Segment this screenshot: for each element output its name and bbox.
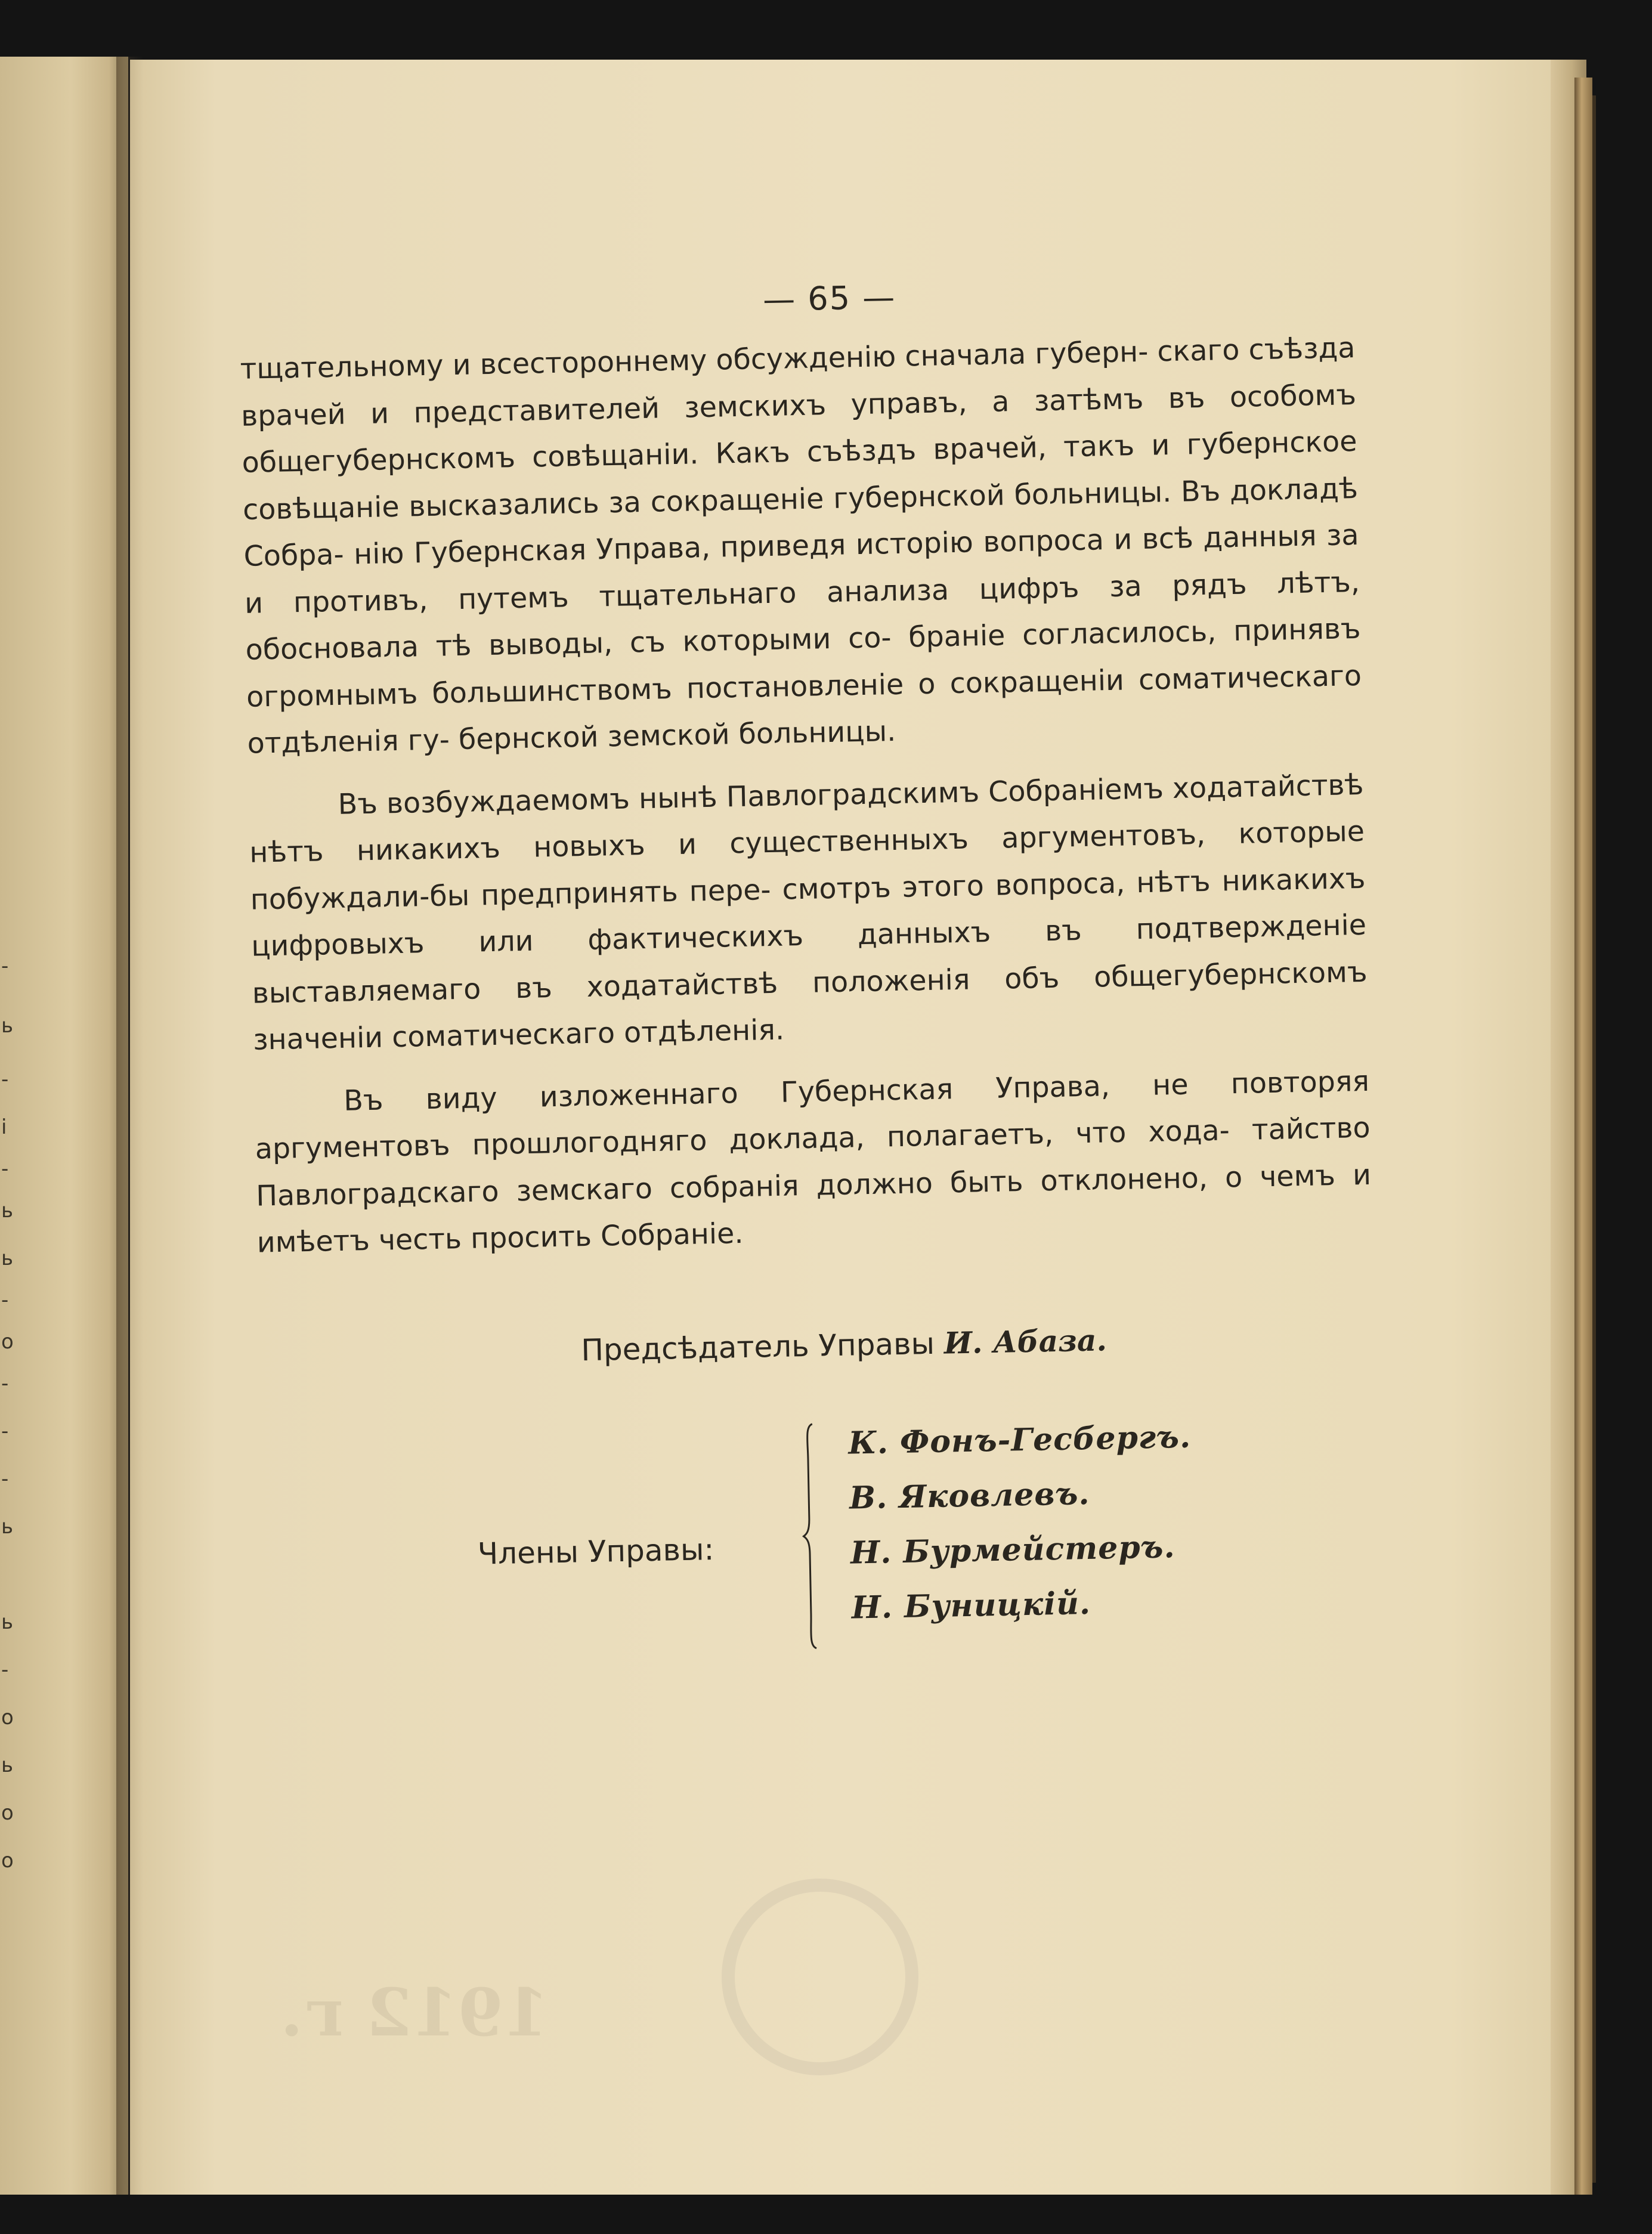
paragraph-1: тщательному и всестороннему обсужденію сначала губерн- скаго съѣзда врачей и представителей земскихъ управъ, а затѣмъ въ особомъ общегубернскомъ совѣщаніи. Какъ съѣздъ врачей, такъ и губернское совѣщаніе высказались за сокращеніе губернской больницы. Въ докладѣ Собра- нію Губернская Управа, приведя исторію вопроса и всѣ данныя за и противъ, путемъ тщательнаго анализа цифръ за рядъ лѣтъ, обосновала тѣ выводы, съ которыми со- браніе согласилось, принявъ огромнымъ большинствомъ постановленіе о сокращеніи соматическаго отдѣленія гу- бернской земской больницы. <box>240 332 1362 760</box>
left-page-fragment: - <box>1 1467 9 1491</box>
paragraph-3: Въ виду изложеннаго Губернская Управа, не повторяя аргументовъ прошлогодняго доклада, полагаетъ, что хода- тайство Павлоградскаго земскаго собранія должно быть отклонено, о чемъ и имѣетъ честь просить Собраніе. <box>255 1065 1372 1260</box>
members-label: Члены Управы: <box>477 1531 714 1571</box>
curly-brace-icon <box>800 1422 819 1649</box>
chairman-label: Предсѣдатель Управы <box>580 1326 935 1367</box>
page-content <box>239 270 1380 1678</box>
left-page-fragment: ь <box>1 1199 14 1223</box>
member-name: Н. Бурмейстеръ. <box>850 1528 1176 1571</box>
left-page-fragment: о <box>1 1849 14 1873</box>
left-page-fragment: - <box>1 1068 9 1091</box>
member-name: Н. Буницкій. <box>851 1585 1091 1626</box>
library-stamp-ghost <box>722 1879 918 2075</box>
members-block <box>261 1406 1381 1678</box>
left-page-fragment: о <box>1 1330 14 1354</box>
book-gutter <box>116 57 143 2195</box>
page-stack-shadow <box>1592 95 1596 2183</box>
left-page-fragment: - <box>1 954 9 978</box>
left-page-fragment: ь <box>1 1014 14 1038</box>
left-page-fragment: ь <box>1 1246 14 1270</box>
members-list <box>848 1409 1195 1635</box>
left-page-fragment: ь <box>1 1753 14 1777</box>
left-page-fragment: ь <box>1 1610 14 1634</box>
member-name: К. Фонъ-Гесбергъ. <box>847 1418 1192 1462</box>
page-stack <box>1574 78 1592 2195</box>
left-page-fragment: - <box>1 1419 9 1443</box>
left-page-fragment: - <box>1 1157 9 1181</box>
chairman-signature: И. Абаза. <box>943 1322 1107 1361</box>
bleed-through-ghost: 1912 г. <box>280 1974 549 2051</box>
left-page-fragment: - <box>1 1658 9 1682</box>
member-name: В. Яковлевъ. <box>849 1475 1090 1517</box>
left-facing-page <box>0 57 128 2195</box>
page-number: — 65 — <box>762 278 896 319</box>
left-page-fragment: - <box>1 1288 9 1312</box>
left-page-fragment: - <box>1 1372 9 1396</box>
chairman-signature-line <box>259 1317 1375 1373</box>
left-page-fragment: і <box>1 1115 7 1139</box>
left-page-fragment: о <box>1 1801 14 1825</box>
paragraph-2: Въ возбуждаемомъ нынѣ Павлоградскимъ Собраніемъ ходатайствѣ нѣтъ никакихъ новыхъ и существенныхъ аргументовъ, которые побуждали-бы предпринять пере- смотръ этого вопроса, нѣтъ никакихъ цифровыхъ или фактическихъ данныхъ въ подтвержденіе выставляемаго въ ходатайствѣ положенія объ общегубернскомъ значеніи соматическаго отдѣленія. <box>249 768 1368 1057</box>
left-page-fragment: ь <box>1 1515 14 1539</box>
left-page-fragment: о <box>1 1706 14 1729</box>
